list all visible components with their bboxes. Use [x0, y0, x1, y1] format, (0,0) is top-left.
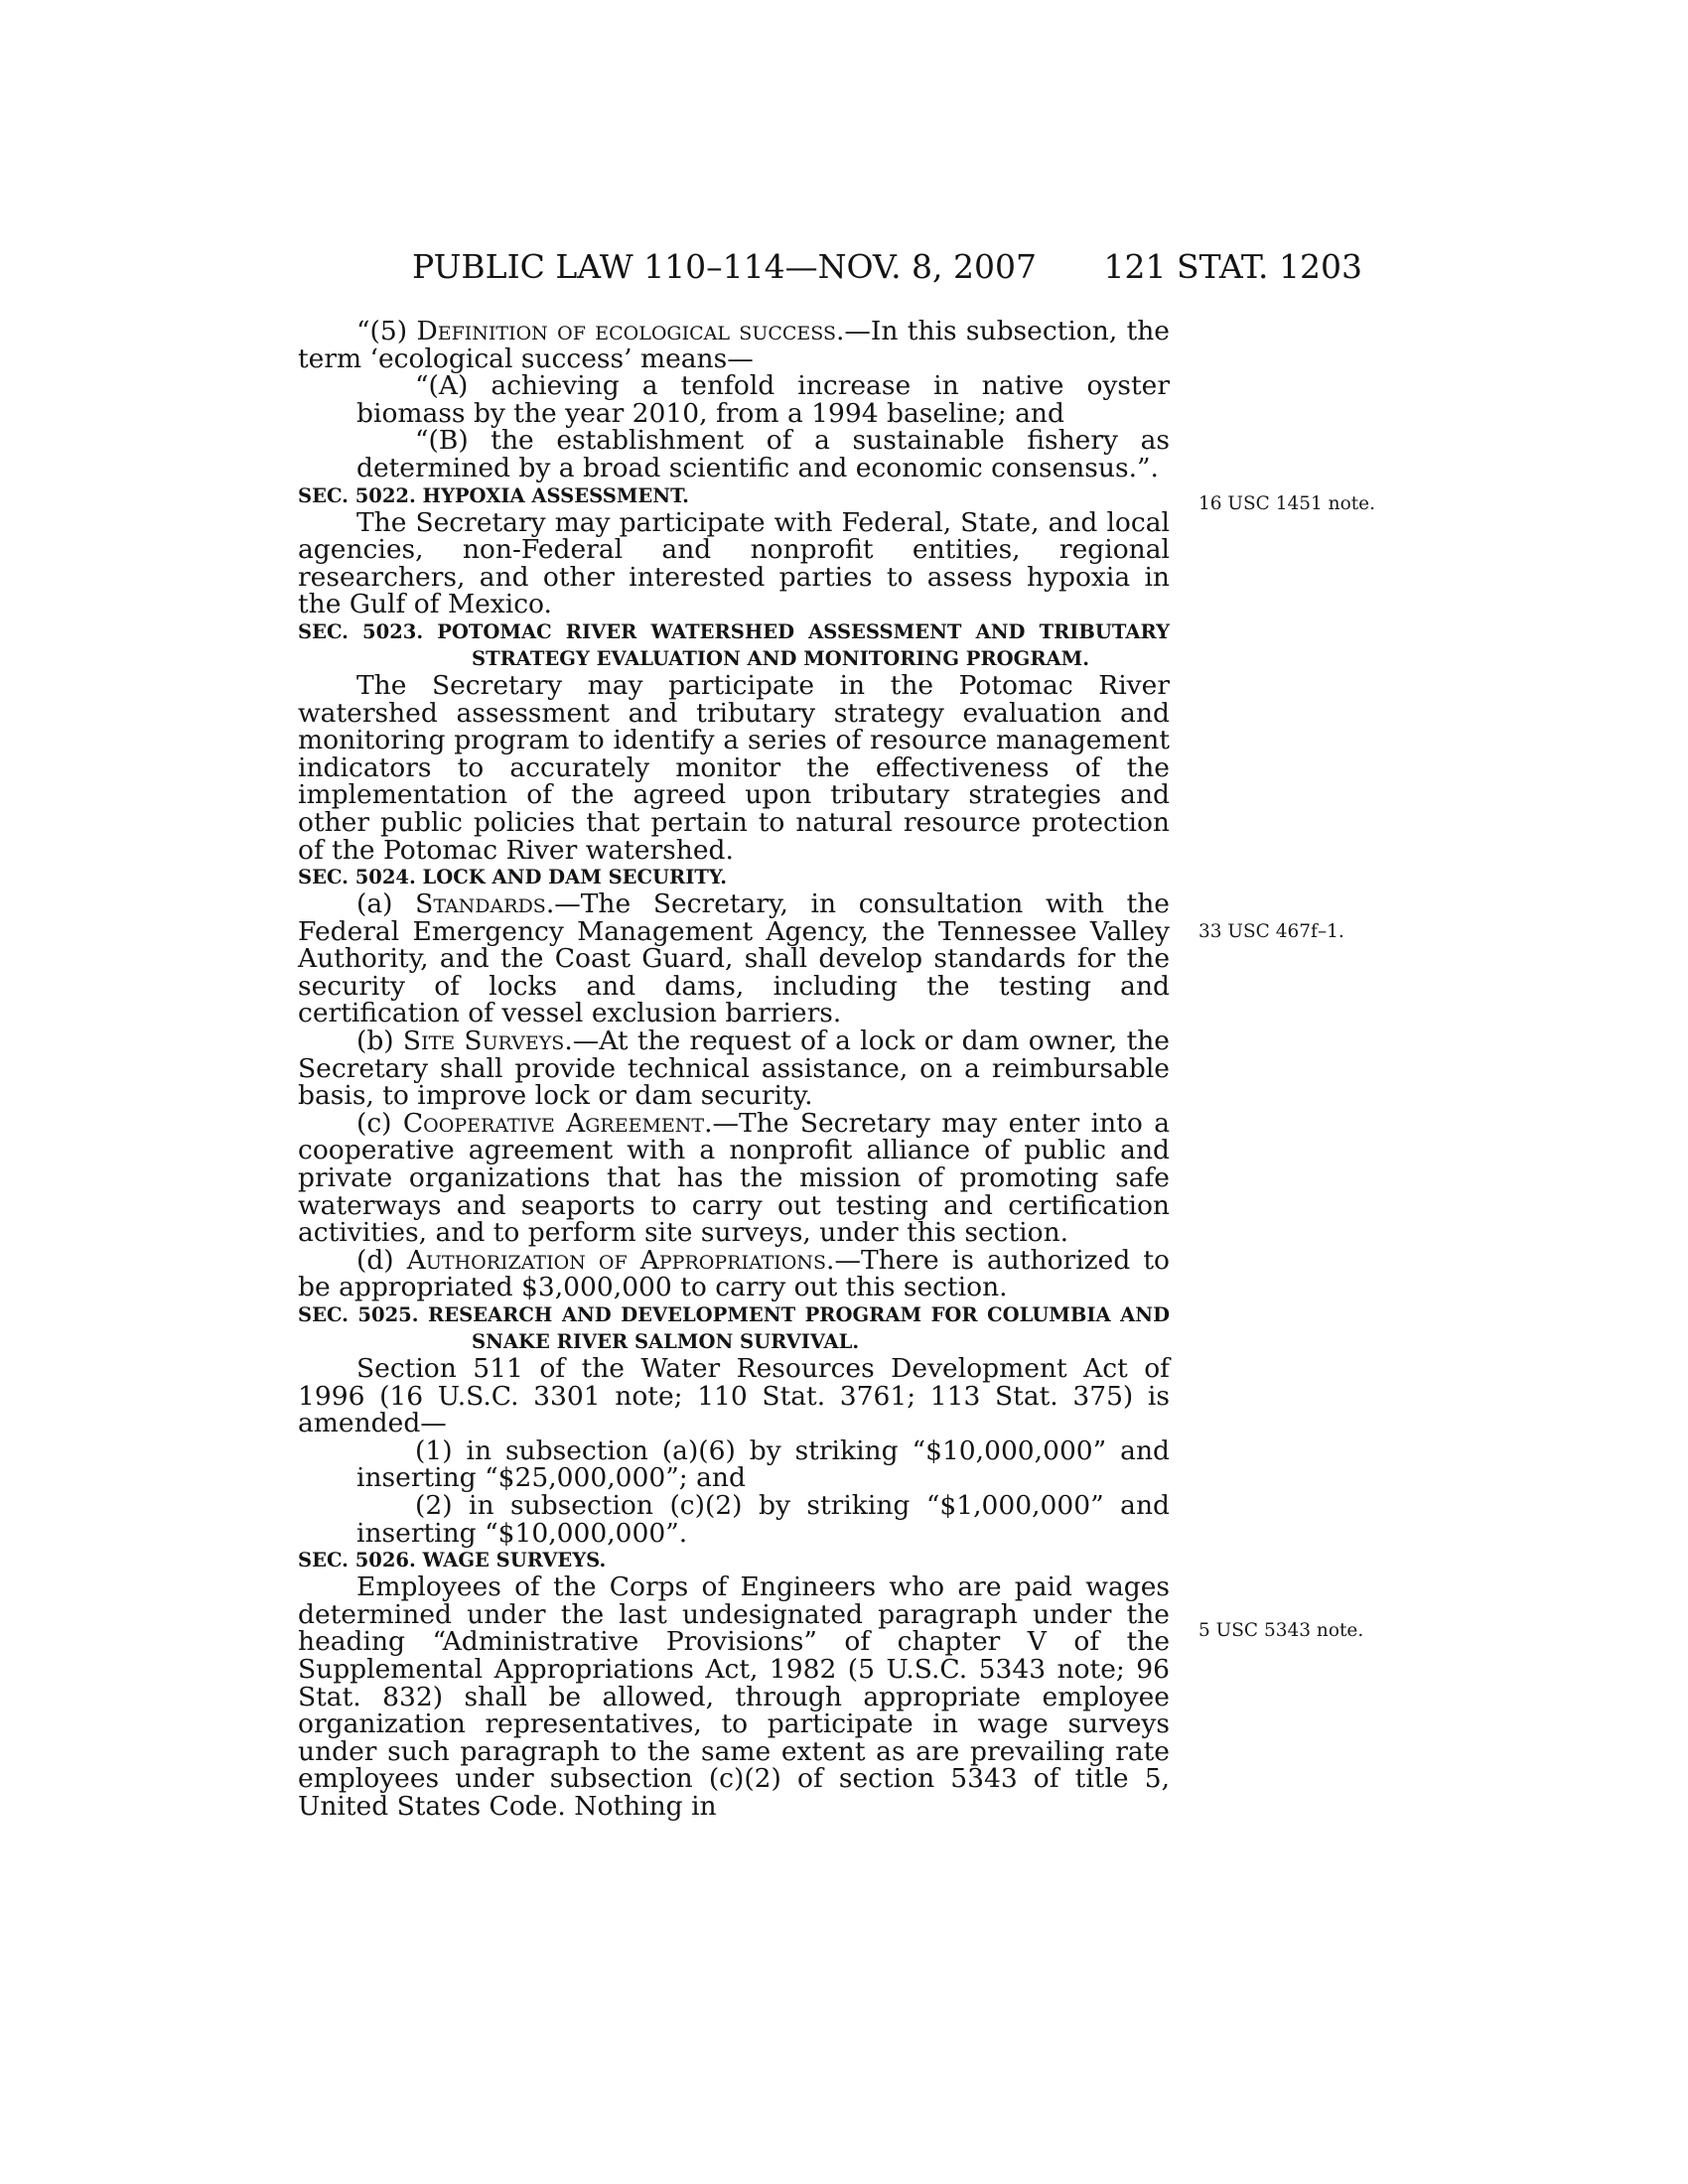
section-5026-text: Employees of the Corps of Engineers who are paid wages determined under the last undesignated paragraph under the heading “Administrative Provisions” of chapter V of the Supplemental Appropriations Act, 1982 (5 U.S.C. 5343 note; 96 Stat. 832) shall be allowed, through appropriate employee organization representatives, to participate in wage surveys under such paragraph to the same extent as are prevailing rate employees under subsection (c)(2) of section 5343 of title 5, United States Code. Nothing in — [298, 1571, 1170, 1822]
margin-note-16-usc-1451: 16 USC 1451 note. — [1198, 493, 1375, 514]
section-5024-subsection-b: (b) Site Surveys.—At the request of a lock or dam owner, the Secretary shall provide technical assistance, on a reimbursable basis, to improve lock or dam security. — [298, 1025, 1170, 1112]
margin-note-5-usc-5343: 5 USC 5343 note. — [1198, 1620, 1364, 1641]
section-5024-subsection-d: (d) Authorization of Appropriations.—There is authorized to be appropriated $3,000,000 to carry out this section. — [298, 1244, 1170, 1303]
page-header — [298, 246, 1362, 290]
section-5025-heading: SEC. 5025. RESEARCH AND DEVELOPMENT PROGRAM FOR COLUMBIA AND SNAKE RIVER SALMON SURVIVAL. — [298, 1303, 1170, 1353]
paragraph-5-item-b: “(B) the establishment of a sustainable fishery as determined by a broad scientific and economic consensus.”. — [356, 425, 1170, 483]
section-5025-item-2: (2) in subsection (c)(2) by striking “$1,000,000” and inserting “$10,000,000”. — [356, 1489, 1170, 1549]
section-5024-subsection-a: (a) Standards.—The Secretary, in consultation with the Federal Emergency Management Agency, the Tennessee Valley Authority, and the Coast Guard, shall develop standards for the security of locks and dams, including the testing and certification of vessel exclusion barriers. — [298, 888, 1170, 1029]
section-5026-heading: SEC. 5026. WAGE SURVEYS. — [298, 1549, 607, 1572]
margin-note-33-usc-467f: 33 USC 467f–1. — [1198, 921, 1344, 942]
law-title: PUBLIC LAW 110–114—NOV. 8, 2007 — [412, 247, 1038, 286]
paragraph-5-heading: Definition of ecological success — [416, 316, 836, 346]
section-5022-text: The Secretary may participate with Federal, State, and local agencies, non-Federal and nonprofit entities, regional researchers, and other interested parties to assess hypoxia in the Gulf of Mexico. — [298, 506, 1170, 620]
section-5025-text: Section 511 of the Water Resources Development Act of 1996 (16 U.S.C. 3301 note; 110 Stat. 3761; 113 Stat. 375) is amended— — [298, 1353, 1170, 1439]
section-5022-heading: SEC. 5022. HYPOXIA ASSESSMENT. — [298, 483, 689, 507]
statute-page-number: 121 STAT. 1203 — [1103, 247, 1362, 286]
document-body — [298, 318, 1170, 1821]
section-5023-text: The Secretary may participate in the Potomac River watershed assessment and tributary strategy evaluation and monitoring program to identify a series of resource management indicators to accurately monitor the effectiveness of the implementation of the agreed upon tributary strategies and other public policies that pertain to natural resource protection of the Potomac River watershed. — [298, 669, 1170, 866]
section-5024-subsection-c: (c) Cooperative Agreement.—The Secretary may enter into a cooperative agreement with a nonprofit alliance of public and private organizations that has the mission of promoting safe waterways and seaports to carry out testing and certification activities, and to perform site surveys, under this section. — [298, 1107, 1170, 1249]
section-5025-item-1: (1) in subsection (a)(6) by striking “$10,000,000” and inserting “$25,000,000”; and — [356, 1434, 1170, 1494]
paragraph-5-item-a: “(A) achieving a tenfold increase in native oyster biomass by the year 2010, from a 1994 baseline; and — [356, 370, 1170, 429]
paragraph-5-definition: “(5) Definition of ecological success.—In this subsection, the term ‘ecological success’ means— — [298, 316, 1170, 374]
section-5023-heading: SEC. 5023. POTOMAC RIVER WATERSHED ASSESSMENT AND TRIBUTARY STRATEGY EVALUATION AND MONITORING PROGRAM. — [298, 619, 1170, 670]
section-5024-heading: SEC. 5024. LOCK AND DAM SECURITY. — [298, 866, 728, 889]
